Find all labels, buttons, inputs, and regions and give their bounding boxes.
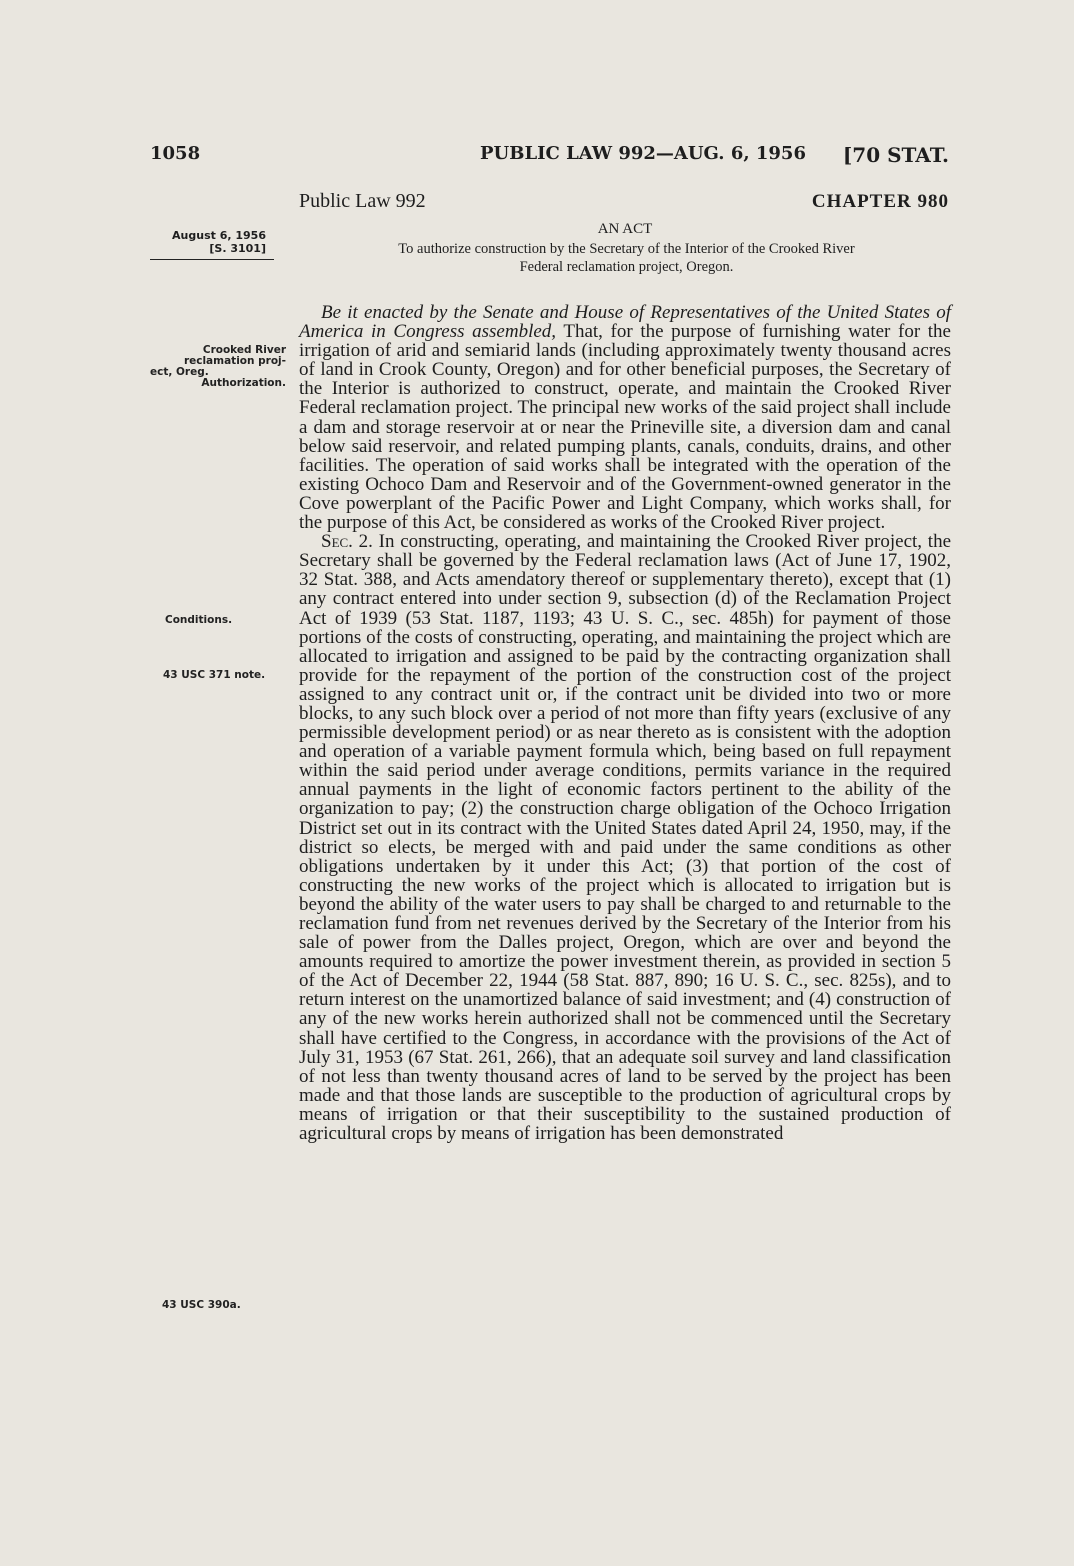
- section-2-text: In constructing, operating, and maintaining the Crooked River project, the Secretary shall be governed by the Federal reclamation laws (Act of June 17, 1902, 32 Stat. 388, and Acts amendatory thereof or supplementary thereto), except that (1) any contract entered into under section 9, subsection (d) of the Reclamation Project Act of 1939 (53 Stat. 1187, 1193; 43 U. S. C., sec. 485h) for payment of those portions of the costs of constructing, operating, and maintaining the project which are allocated to irrigation and assigned to be paid by the contracting organization shall provide for the repayment of the portion of the construction cost of the project assigned to any contract unit or, if the contract unit be divided into two or more blocks, to any such block over a period of not more than fifty years (exclusive of any permissible development period) or as near thereto as is consistent with the adoption and operation of a variable payment formula which, being based on full repayment within the said period under average conditions, permits variance in the required annual payments in the light of economic factors pertinent to the ability of the organization to pay; (2) the construction charge obligation of the Ochoco Irrigation District set out in its contract with the United States dated April 24, 1950, may, if the district so elects, be merged with and paid under the same conditions as other obligations undertaken by it under this Act; (3) that portion of the cost of constructing the new works of the project which is allocated to irrigation but is beyond the ability of the water users to pay shall be charged to and returnable to the reclamation fund from net revenues derived by the Secretary of the Interior from his sale of power from the Dalles project, Oregon, which are over and beyond the amounts required to amortize the power investment therein, as provided in section 5 of the Act of December 22, 1944 (58 Stat. 887, 890; 16 U. S. C., sec. 825s), and to return interest on the unamortized balance of said investment; and (4) construction of any of the new works herein authorized shall not be commenced until the Secretary shall have certified to the Congress, in accordance with the provisions of the Act of July 31, 1953 (67 Stat. 261, 266), that an adequate soil survey and land classification of not less than twenty thousand acres of land to be served by the project has been made and that those lands are susceptible to the production of agricultural crops by means of irrigation or that their susceptibility to the sustained production of agricultural crops by means of irrigation has been demonstrated: [299, 531, 952, 1145]
- senate-bill-number: [S. 3101]: [209, 242, 266, 255]
- margin-note-usc-390: 43 USC 390a.: [162, 1299, 241, 1311]
- act-heading: AN ACT: [597, 221, 653, 237]
- margin-note-crooked-river: [150, 345, 286, 389]
- running-title: PUBLIC LAW 992—AUG. 6, 1956: [480, 143, 806, 164]
- margin-rule: [150, 259, 274, 260]
- purpose-line-1: To authorize construction by the Secretary of the Interior of the Crooked River: [398, 241, 855, 257]
- public-law-number: Public Law 992: [299, 190, 426, 212]
- section-1-text: That, for the purpose of furnishing water for the irrigation of arid and semiarid lands (including approximately twenty thousand acres of land in Crook County, Oregon) and for other beneficial purposes, the Secretary of the Interior is authorized to construct, operate, and maintain the Crooked River Federal reclamation project. The principal new works of the said project shall include a dam and storage reservoir at or near the Prineville site, a diversion dam and canal below said reservoir, and related pumping plants, canals, conduits, drains, and other facilities. The operation of said works shall be integrated with the operation of the existing Ochoco Dam and Reservoir and of the Government-owned generator in the Cove powerplant of the Pacific Power and Light Company, which works shall, for the purpose of this Act, be considered as works of the Crooked River project.: [299, 321, 951, 534]
- section-2: [299, 532, 951, 1143]
- enacting-clause: Be it enacted by the Senate and House of Representatives of the United States of America in Congress assembled,: [299, 302, 951, 343]
- margin-note-line: reclamation proj-: [183, 355, 286, 367]
- act-purpose: [299, 240, 954, 276]
- margin-note-usc-371: 43 USC 371 note.: [163, 669, 266, 681]
- enactment-date: August 6, 1956: [172, 229, 266, 242]
- margin-note-line: ect, Oreg.: [150, 366, 209, 378]
- margin-note-line: Crooked River: [202, 344, 286, 356]
- margin-note-conditions: Conditions.: [165, 614, 233, 626]
- act-body: [299, 303, 951, 1143]
- chapter-number: CHAPTER 980: [811, 191, 949, 212]
- margin-note-line: Authorization.: [201, 377, 286, 389]
- stat-reference: [70 STAT.: [842, 143, 949, 167]
- section-1: [299, 303, 951, 532]
- section-2-label: Sec. 2.: [321, 531, 373, 553]
- page-number: 1058: [150, 143, 201, 164]
- enactment-date-note: [150, 229, 266, 255]
- purpose-line-2: Federal reclamation project, Oregon.: [519, 259, 734, 275]
